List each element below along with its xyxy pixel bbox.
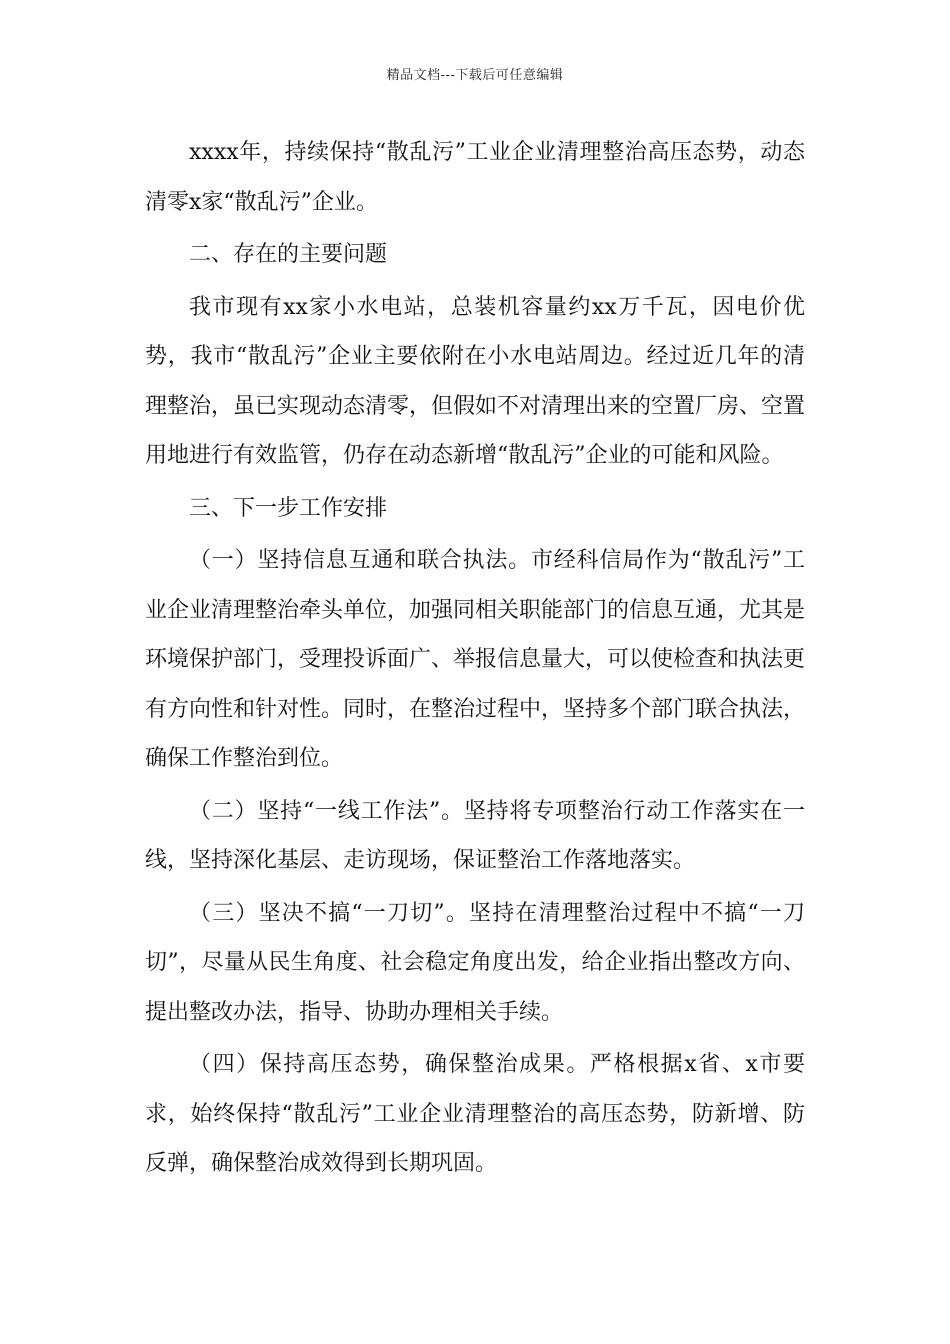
paragraph-step-1: （一）坚持信息互通和联合执法。市经科信局作为“散乱污”工业企业清理整治牵头单位，加强同相关职能部门的信息互通，尤其是环境保护部门，受理投诉面广、举报信息量大，可以使检查和执法更有方向性和针对性。同时，在整治过程中，坚持多个部门联合执法，确保工作整治到位。 <box>145 548 806 771</box>
section-heading-next-steps: 三、下一步工作安排 <box>189 495 388 521</box>
paragraph-step-2: （二）坚持“一线工作法”。坚持将专项整治行动工作落实在一线，坚持深化基层、走访现场，保证整治工作落地落实。 <box>145 798 805 873</box>
document-body <box>145 128 805 1192</box>
paragraph-summary: xxxx年，持续保持“散乱污”工业企业清理整治高压态势，动态清零x家“散乱污”企业。 <box>145 140 805 215</box>
section-heading-main-problems: 二、存在的主要问题 <box>189 242 388 267</box>
paragraph-problems: 我市现有xx家小水电站，总装机容量约xx万千瓦，因电价优势，我市“散乱污”企业主要依附在小水电站周边。经过近几年的清理整治，虽已实现动态清零，但假如不对清理出来的空置厂房、空置用地进行有效监管，仍存在动态新增“散乱污”企业的可能和风险。 <box>145 294 806 468</box>
page-header: 精品文档---下载后可任意编辑 <box>386 68 564 83</box>
paragraph-step-4: （四）保持高压态势，确保整治成果。严格根据x省、x市要求，始终保持“散乱污”工业企业清理整治的高压态势，防新增、防反弹，确保整治成效得到长期巩固。 <box>145 1052 805 1176</box>
paragraph-step-3: （三）坚决不搞“一刀切”。坚持在清理整治过程中不搞“一刀切”，尽量从民生角度、社会稳定角度出发，给企业指出整改方向、提出整改办法，指导、协助办理相关手续。 <box>145 900 805 1025</box>
